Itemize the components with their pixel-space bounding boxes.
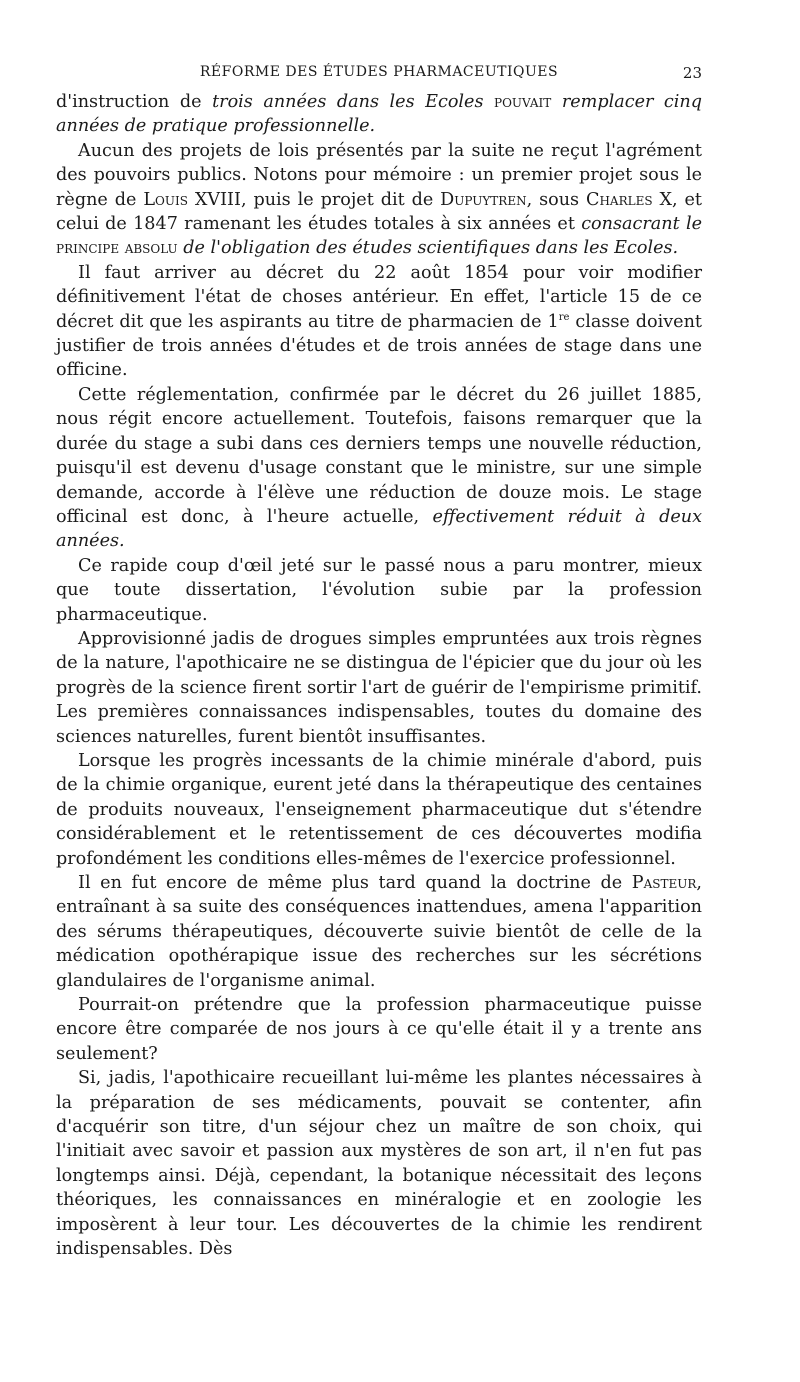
paragraph-2: Aucun des projets de lois présentés par la suite ne reçut l'agrément des pouvoirs publics. Notons pour mémoire : un premier projet sous le règne de Louis XVIII, puis le projet dit de Dupuytren, sous Charles X, et celui de 1847 ramenant les études totales à six années et consacrant le principe absolu de l'obligation des études scientifiques dans les Ecoles. [56, 140, 702, 259]
paragraph-9: Pourrait-on prétendre que la profession pharmaceutique puisse encore être comparée de nos jours à ce qu'elle était il y a trente ans seulement? [56, 995, 702, 1064]
running-title: RÉFORME DES ÉTUDES PHARMACEUTIQUES [199, 64, 559, 80]
paragraph-10: Si, jadis, l'apothicaire recueillant lui-même les plantes nécessaires à la préparation de ses médicaments, pouvait se contenter, afin d'acquérir son titre, d'un séjour chez un maître de son choix, qui l'initiait avec savoir et passion aux mystères de son art, il n'en fut pas longtemps ainsi. Déjà, cependant, la botanique nécessitait des leçons théoriques, les connaissances en minéralogie et en zoologie les imposèrent à leur tour. Les découvertes de la chimie les rendirent indispensables. Dès [56, 1068, 702, 1260]
body-text [56, 90, 702, 1262]
paragraph-6: Approvisionné jadis de drogues simples empruntées aux trois règnes de la nature, l'apothicaire ne se distingua de l'épicier que du jour où les progrès de la science firent sortir l'art de guérir de l'empirisme primitif. Les premières connaissances indispensables, toutes du domaine des sciences naturelles, furent bientôt insuffisantes. [56, 628, 702, 747]
paragraph-8: Il en fut encore de même plus tard quand la doctrine de Pasteur, entraînant à sa suite des conséquences inattendues, amena l'apparition des sérums thérapeutiques, découverte suivie bientôt de celle de la médication opothérapique issue des recherches sur les sécrétions glandulaires de l'organisme animal. [56, 873, 702, 991]
paragraph-3: Il faut arriver au décret du 22 août 1854 pour voir modifier définitivement l'état de choses antérieur. En effet, l'article 15 de ce décret dit que les aspirants au titre de pharmacien de 1re classe doivent justifier de trois années d'études et de trois années de stage dans une officine. [56, 262, 702, 381]
paragraph-5: Ce rapide coup d'œil jeté sur le passé nous a paru montrer, mieux que toute dissertation, l'évolution subie par la profession pharmaceutique. [56, 555, 702, 625]
paragraph-4: Cette réglementation, confirmée par le décret du 26 juillet 1885, nous régit encore actuellement. Toutefois, faisons remarquer que la durée du stage a subi dans ces derniers temps une nouvelle réduction, puisqu'il est devenu d'usage constant que le ministre, sur une simple demande, accorde à l'élève une réduction de douze mois. Le stage officinal est donc, à l'heure actuelle, effectivement réduit à deux années. [56, 384, 703, 552]
paragraph-1: d'instruction de trois années dans les Ecoles pouvait remplacer cinq années de pratique professionnelle. [56, 92, 703, 137]
page-number: 23 [682, 64, 702, 82]
running-header [56, 64, 702, 86]
paragraph-7: Lorsque les progrès incessants de la chimie minérale d'abord, puis de la chimie organique, eurent jeté dans la thérapeutique des centaines de produits nouveaux, l'enseignement pharmaceutique dut s'étendre considérablement et le retentissement de ces découvertes modifia profondément les conditions elles-mêmes de l'exercice professionnel. [56, 750, 702, 869]
book-page [56, 64, 702, 1262]
